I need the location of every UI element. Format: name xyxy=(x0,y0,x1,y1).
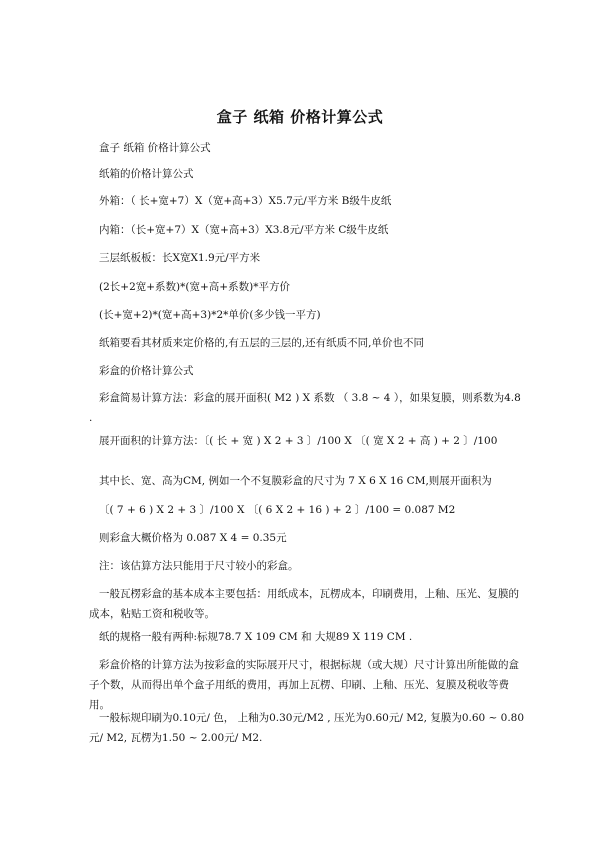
paragraph-outer-box: 外箱：（ 长+宽+7）X（宽+高+3）X5.7元/平方米 B级牛皮纸 xyxy=(99,195,392,207)
paragraph-price-result: 则彩盒大概价格为 0.087 X 4 = 0.35元 xyxy=(99,532,287,544)
paragraph-price-method: 彩盒价格的计算方法为按彩盒的实际展开尺寸，根据标规（或大规）尺寸计算出所能做的盒子个数，从而得出单个盒子用纸的费用，再加上瓦楞、印刷、上釉、压光、复膜及税收等费用。 xyxy=(89,659,519,711)
paragraph-cost-items: 一般瓦楞彩盒的基本成本主要包括：用纸成本，瓦楞成本，印刷费用，上釉、压光、复膜的成本，粘贴工资和税收等。 xyxy=(89,588,519,620)
paragraph-note: 注：该估算方法只能用于尺寸较小的彩盒。 xyxy=(99,560,299,572)
paragraph-paper-spec: 纸的规格一般有两种:标规78.7 X 109 CM 和 大规89 X 119 CM . xyxy=(99,631,413,643)
paragraph-area-method: 展开面积的计算方法：〔( 长 + 宽 ) X 2 + 3 〕/100 X 〔( 宽 X 2 + 高 ) + 2 〕/100 xyxy=(99,435,498,447)
paragraph-example-calc: 〔( 7 + 6 ) X 2 + 3 〕/100 X 〔( 6 X 2 + 16 ) + 2 〕/100 = 0.087 M2 xyxy=(99,504,456,516)
paragraph-inner-box: 内箱：（长+宽+7）X（宽+高+3）X3.8元/平方米 C级牛皮纸 xyxy=(99,224,389,236)
paragraph-carton-note: 纸箱要看其材质来定价格的,有五层的三层的,还有纸质不同,单价也不同 xyxy=(99,337,425,349)
paragraph-colorbox-heading: 彩盒的价格计算公式 xyxy=(99,365,194,377)
paragraph-simple-method: 彩盒简易计算方法：彩盒的展开面积( M2 ) X 系数 （ 3.8 ~ 4 ），如果复膜，则系数为4.8 . xyxy=(89,392,521,424)
paragraph-unit-prices: 一般标规印刷为0.10元/ 色， 上釉为0.30元/M2 , 压光为0.60元/ M2, 复膜为0.60 ~ 0.80元/ M2, 瓦楞为1.50 ~ 2.00元/ M2. xyxy=(89,712,525,744)
paragraph-formula-1: (2长+2宽+系数)*(宽+高+系数)*平方价 xyxy=(99,281,290,293)
paragraph-example: 其中长、宽、高为CM, 例如一个不复膜彩盒的尺寸为 7 X 6 X 16 CM,则展开面积为 xyxy=(99,475,492,487)
paragraph-three-layer: 三层纸板板：长X宽X1.9元/平方米 xyxy=(99,252,261,264)
paragraph-heading: 盒子 纸箱 价格计算公式 xyxy=(99,142,211,154)
paragraph-formula-2: (长+宽+2)*(宽+高+3)*2*单价(多少钱一平方) xyxy=(99,309,321,321)
paragraph-carton-heading: 纸箱的价格计算公式 xyxy=(99,168,194,180)
document-title: 盒子 纸箱 价格计算公式 xyxy=(216,108,384,126)
